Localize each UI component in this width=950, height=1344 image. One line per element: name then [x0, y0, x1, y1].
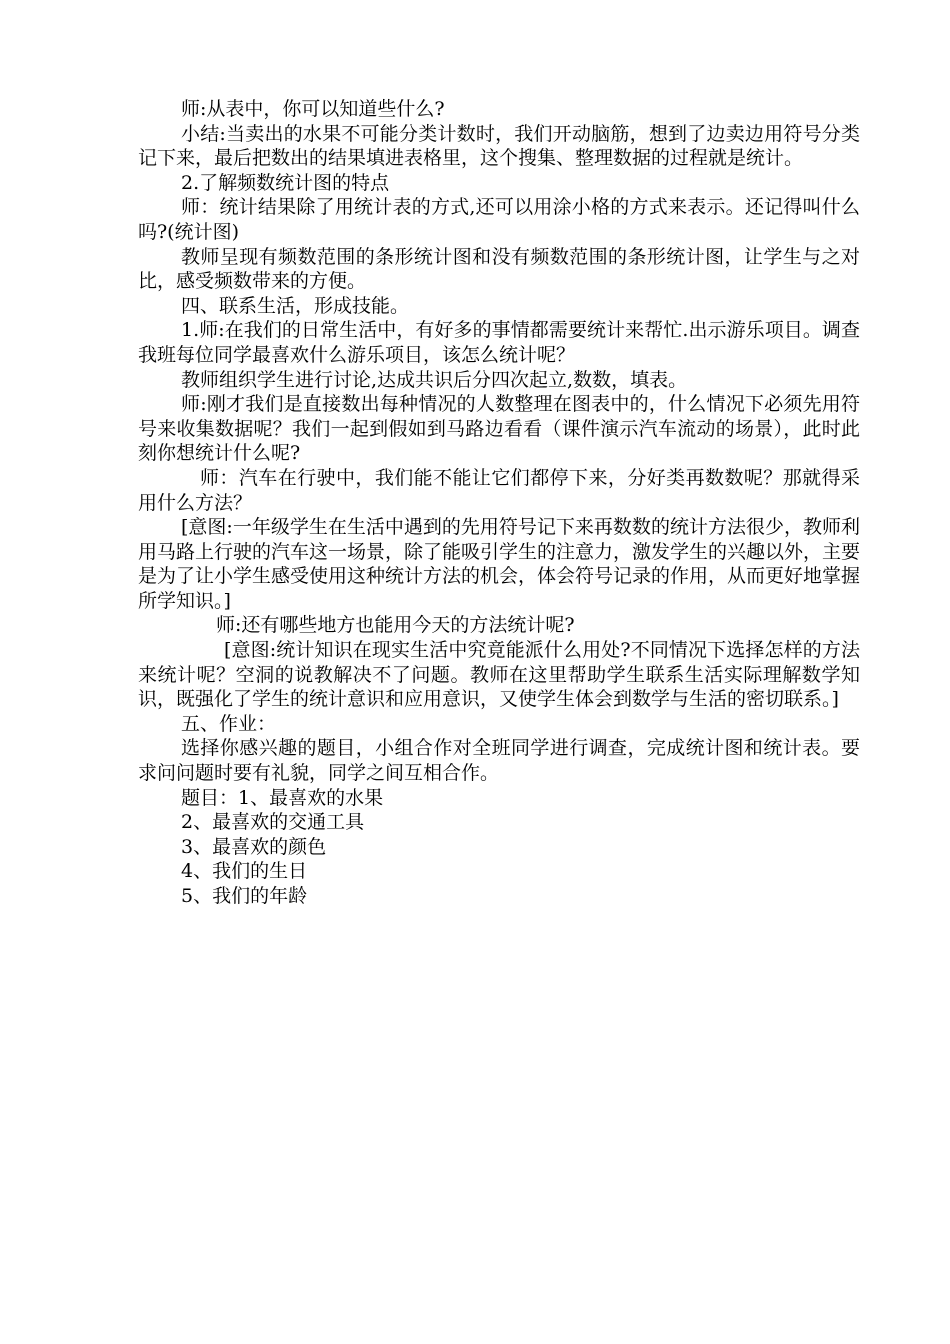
- document-body: [138, 97, 860, 909]
- paragraph-summary: 小结:当卖出的水果不可能分类计数时，我们开动脑筋，想到了边卖边用符号分类记下来，最后把数出的结果填进表格里，这个搜集、整理数据的过程就是统计。: [138, 122, 860, 170]
- topic-item-1: 题目：1、最喜欢的水果: [181, 786, 384, 809]
- paragraph-amusement: 1.师:在我们的日常生活中，有好多的事情都需要统计来帮忙.出示游乐项目。调查我班每位同学最喜欢什么游乐项目，该怎么统计呢？: [138, 319, 860, 366]
- paragraph-road-scene: 师:刚才我们是直接数出每种情况的人数整理在图表中的，什么情况下必须先用符号来收集数据呢？我们一起到假如到马路边看看（课件演示汽车流动的场景），此时此刻你想统计什么呢?: [138, 393, 860, 465]
- paragraph-chart-intro: 师：统计结果除了用统计表的方式,还可以用涂小格的方式来表示。还记得叫什么吗?(统计图): [138, 196, 860, 243]
- paragraph-cars: 师：汽车在行驶中，我们能不能让它们都停下来，分好类再数数呢？那就得采用什么方法？: [138, 466, 860, 514]
- paragraph-compare-charts: 教师呈现有频数范围的条形统计图和没有频数范围的条形统计图，让学生与之对比，感受频数带来的方便。: [138, 245, 860, 293]
- topic-item-3: 3、最喜欢的颜色: [181, 835, 327, 858]
- paragraph-heading-2: 2.了解频数统计图的特点: [181, 171, 390, 194]
- paragraph-intent-2: [意图:统计知识在现实生活中究竟能派什么用处?不同情况下选择怎样的方法来统计呢？空洞的说教解决不了问题。教师在这里帮助学生联系生活实际理解数学知识，既强化了学生的统计意识和应用意识，又使学生体会到数学与生活的密切联系。]: [138, 639, 860, 711]
- section-heading-5: 五、作业：: [181, 712, 277, 735]
- paragraph-other-places: 师:还有哪些地方也能用今天的方法统计呢?: [216, 614, 575, 637]
- topic-item-5: 5、我们的年龄: [181, 885, 308, 907]
- paragraph-discussion: 教师组织学生进行讨论,达成共识后分四次起立,数数，填表。: [181, 368, 688, 391]
- paragraph-question-table: 师:从表中，你可以知道些什么?: [181, 98, 445, 120]
- paragraph-homework: 选择你感兴趣的题目，小组合作对全班同学进行调查，完成统计图和统计表。要求问问题时要有礼貌，同学之间互相合作。: [138, 737, 860, 785]
- section-heading-4: 四、联系生活，形成技能。: [181, 294, 410, 317]
- paragraph-intent-1: [意图:一年级学生在生活中遇到的先用符号记下来再数数的统计方法很少，教师利用马路上行驶的汽车这一场景，除了能吸引学生的注意力，激发学生的兴趣以外，主要是为了让小学生感受使用这种统计方法的机会，体会符号记录的作用，从而更好地掌握所学知识。]: [138, 516, 861, 612]
- topic-item-2: 2、最喜欢的交通工具: [181, 811, 365, 834]
- topic-item-4: 4、我们的生日: [181, 860, 308, 883]
